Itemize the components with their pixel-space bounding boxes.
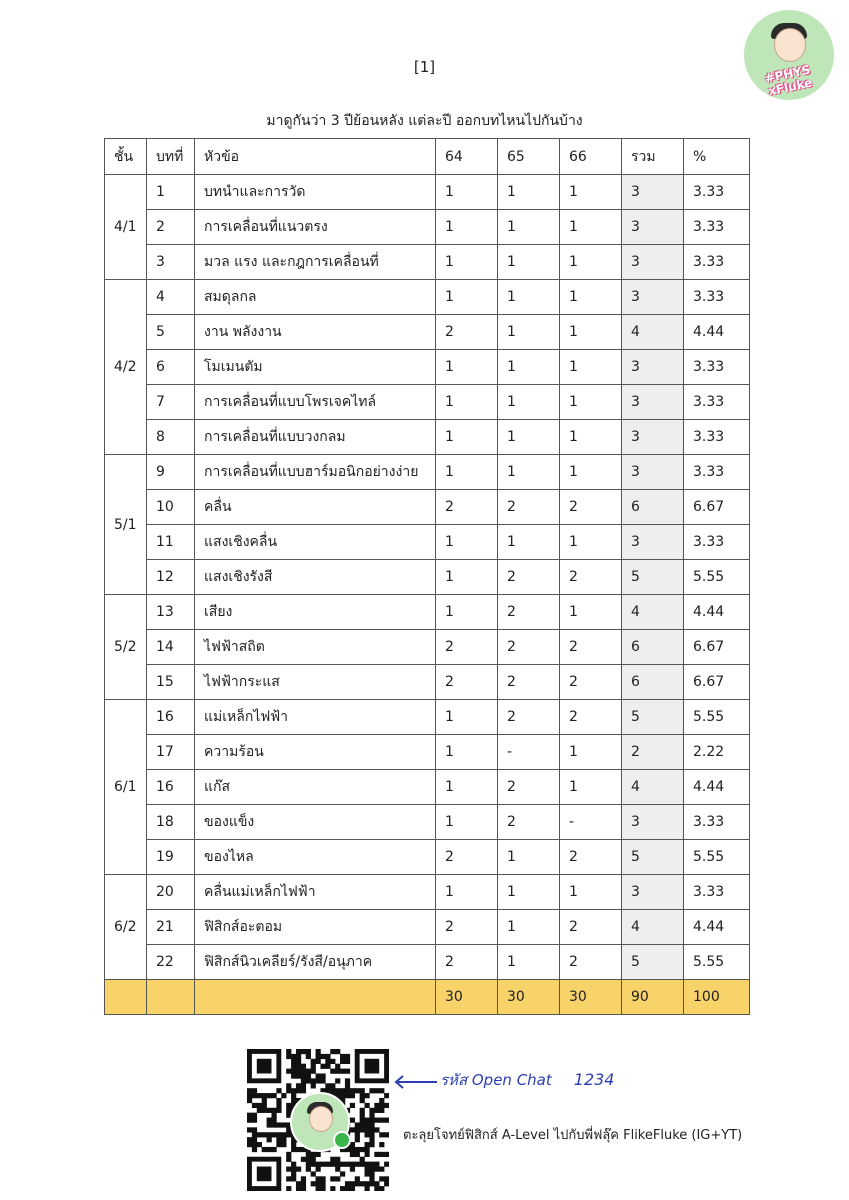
percent-cell: 3.33 [684, 805, 750, 840]
year-65-cell: 1 [498, 385, 560, 420]
year-66-cell: 1 [560, 315, 622, 350]
total-year-64-cell: 30 [436, 980, 498, 1015]
topic-cell: แสงเชิงรังสี [195, 560, 436, 595]
table-row [105, 630, 750, 665]
arrow-left-icon [393, 1073, 439, 1091]
percent-cell: 6.67 [684, 490, 750, 525]
total-sum-cell: 90 [622, 980, 684, 1015]
chapter-cell: 16 [147, 770, 195, 805]
year-66-cell: 1 [560, 280, 622, 315]
percent-cell: 6.67 [684, 665, 750, 700]
year-64-cell: 1 [436, 175, 498, 210]
table-row [105, 805, 750, 840]
chapter-cell: 4 [147, 280, 195, 315]
header-sum: รวม [622, 139, 684, 175]
table-body [105, 175, 750, 1015]
sum-cell: 3 [622, 350, 684, 385]
year-64-cell: 1 [436, 210, 498, 245]
year-66-cell: 2 [560, 840, 622, 875]
sum-cell: 6 [622, 665, 684, 700]
year-66-cell: 2 [560, 630, 622, 665]
sum-cell: 5 [622, 700, 684, 735]
sum-cell: 4 [622, 910, 684, 945]
sum-cell: 3 [622, 280, 684, 315]
year-64-cell: 1 [436, 805, 498, 840]
year-64-cell: 1 [436, 595, 498, 630]
year-66-cell: 1 [560, 210, 622, 245]
header-topic: หัวข้อ [195, 139, 436, 175]
chapter-cell: 16 [147, 700, 195, 735]
topic-cell: ฟิสิกส์นิวเคลียร์/รังสี/อนุภาค [195, 945, 436, 980]
topic-cell: ของไหล [195, 840, 436, 875]
year-66-cell: 2 [560, 560, 622, 595]
year-64-cell: 1 [436, 700, 498, 735]
percent-cell: 3.33 [684, 875, 750, 910]
header-percent: % [684, 139, 750, 175]
total-topic-cell [195, 980, 436, 1015]
table-row [105, 315, 750, 350]
year-65-cell: 1 [498, 455, 560, 490]
sum-cell: 4 [622, 770, 684, 805]
table-row [105, 595, 750, 630]
percent-cell: 3.33 [684, 350, 750, 385]
total-percent-cell: 100 [684, 980, 750, 1015]
year-66-cell: 1 [560, 525, 622, 560]
header-chapter: บทที่ [147, 139, 195, 175]
year-65-cell: 1 [498, 875, 560, 910]
year-65-cell: 2 [498, 805, 560, 840]
sum-cell: 3 [622, 245, 684, 280]
year-64-cell: 2 [436, 630, 498, 665]
table-row [105, 875, 750, 910]
table-row [105, 245, 750, 280]
chapter-cell: 18 [147, 805, 195, 840]
year-64-cell: 1 [436, 455, 498, 490]
topic-cell: คลื่น [195, 490, 436, 525]
year-64-cell: 1 [436, 280, 498, 315]
year-64-cell: 2 [436, 945, 498, 980]
table-row [105, 280, 750, 315]
header-year-64: 64 [436, 139, 498, 175]
chapter-cell: 6 [147, 350, 195, 385]
grade-cell: 5/2 [105, 595, 147, 700]
percent-cell: 5.55 [684, 700, 750, 735]
percent-cell: 4.44 [684, 595, 750, 630]
year-66-cell: 1 [560, 350, 622, 385]
year-66-cell: 2 [560, 945, 622, 980]
year-65-cell: 2 [498, 490, 560, 525]
percent-cell: 4.44 [684, 315, 750, 350]
chapter-cell: 8 [147, 420, 195, 455]
year-66-cell: - [560, 805, 622, 840]
year-64-cell: 1 [436, 420, 498, 455]
chapter-cell: 13 [147, 595, 195, 630]
header-year-65: 65 [498, 139, 560, 175]
table-row [105, 700, 750, 735]
table-row [105, 210, 750, 245]
chapter-cell: 19 [147, 840, 195, 875]
topic-cell: สมดุลกล [195, 280, 436, 315]
topic-cell: ไฟฟ้าสถิต [195, 630, 436, 665]
percent-cell: 3.33 [684, 175, 750, 210]
topic-cell: การเคลื่อนที่แนวตรง [195, 210, 436, 245]
chapter-cell: 14 [147, 630, 195, 665]
page-title: มาดูกันว่า 3 ปีย้อนหลัง แต่ละปี ออกบทไหนไปกันบ้าง [266, 113, 583, 129]
table-row [105, 665, 750, 700]
year-65-cell: 1 [498, 945, 560, 980]
percent-cell: 3.33 [684, 455, 750, 490]
year-65-cell: 2 [498, 595, 560, 630]
chapter-cell: 3 [147, 245, 195, 280]
year-65-cell: 2 [498, 630, 560, 665]
table-row [105, 455, 750, 490]
footer-text: ตะลุยโจทย์ฟิสิกส์ A-Level ไปกับพี่ฟลุ๊ค FlikeFluke (IG+YT) [403, 1128, 743, 1143]
year-65-cell: 1 [498, 840, 560, 875]
year-65-cell: 2 [498, 665, 560, 700]
table-row [105, 560, 750, 595]
year-64-cell: 1 [436, 770, 498, 805]
year-64-cell: 1 [436, 560, 498, 595]
phys-xfluke-logo [744, 10, 834, 100]
table-row [105, 910, 750, 945]
chapter-cell: 22 [147, 945, 195, 980]
table-row [105, 175, 750, 210]
topic-cell: แก๊ส [195, 770, 436, 805]
chapter-cell: 12 [147, 560, 195, 595]
year-66-cell: 2 [560, 910, 622, 945]
sum-cell: 5 [622, 560, 684, 595]
header-grade: ชั้น [105, 139, 147, 175]
year-66-cell: 1 [560, 175, 622, 210]
sum-cell: 2 [622, 735, 684, 770]
year-66-cell: 1 [560, 455, 622, 490]
grade-cell: 6/2 [105, 875, 147, 980]
year-64-cell: 1 [436, 350, 498, 385]
year-66-cell: 1 [560, 595, 622, 630]
table-row [105, 945, 750, 980]
sum-cell: 3 [622, 175, 684, 210]
percent-cell: 5.55 [684, 840, 750, 875]
table-row [105, 735, 750, 770]
year-64-cell: 2 [436, 840, 498, 875]
percent-cell: 4.44 [684, 770, 750, 805]
sum-cell: 5 [622, 945, 684, 980]
qr-code[interactable] [247, 1049, 389, 1191]
year-66-cell: 1 [560, 875, 622, 910]
percent-cell: 6.67 [684, 630, 750, 665]
table-row [105, 385, 750, 420]
header-year-66: 66 [560, 139, 622, 175]
chapter-cell: 2 [147, 210, 195, 245]
year-64-cell: 1 [436, 735, 498, 770]
year-64-cell: 2 [436, 910, 498, 945]
sum-cell: 6 [622, 630, 684, 665]
topic-cell: การเคลื่อนที่แบบฮาร์มอนิกอย่างง่าย [195, 455, 436, 490]
year-66-cell: 2 [560, 665, 622, 700]
table-row [105, 350, 750, 385]
sum-cell: 5 [622, 840, 684, 875]
topic-cell: คลื่นแม่เหล็กไฟฟ้า [195, 875, 436, 910]
topic-cell: เสียง [195, 595, 436, 630]
sum-cell: 4 [622, 315, 684, 350]
year-64-cell: 2 [436, 665, 498, 700]
topic-cell: ความร้อน [195, 735, 436, 770]
topic-cell: แสงเชิงคลื่น [195, 525, 436, 560]
year-65-cell: 1 [498, 350, 560, 385]
year-65-cell: 1 [498, 175, 560, 210]
percent-cell: 3.33 [684, 525, 750, 560]
chapter-cell: 15 [147, 665, 195, 700]
grade-cell: 5/1 [105, 455, 147, 595]
total-year-66-cell: 30 [560, 980, 622, 1015]
percent-cell: 4.44 [684, 910, 750, 945]
sum-cell: 3 [622, 875, 684, 910]
percent-cell: 5.55 [684, 945, 750, 980]
topic-cell: โมเมนตัม [195, 350, 436, 385]
year-65-cell: 2 [498, 700, 560, 735]
year-66-cell: 2 [560, 490, 622, 525]
percent-cell: 3.33 [684, 210, 750, 245]
sum-cell: 4 [622, 595, 684, 630]
year-66-cell: 1 [560, 245, 622, 280]
year-65-cell: 1 [498, 525, 560, 560]
table-header-row [105, 139, 750, 175]
topic-cell: งาน พลังงาน [195, 315, 436, 350]
percent-cell: 3.33 [684, 280, 750, 315]
chapter-cell: 7 [147, 385, 195, 420]
chapter-cell: 9 [147, 455, 195, 490]
open-chat-note [440, 1068, 614, 1092]
topic-cell: การเคลื่อนที่แบบวงกลม [195, 420, 436, 455]
topic-cell: บทนำและการวัด [195, 175, 436, 210]
year-65-cell: 1 [498, 210, 560, 245]
table-row [105, 490, 750, 525]
topic-cell: ของแข็ง [195, 805, 436, 840]
sum-cell: 3 [622, 385, 684, 420]
year-65-cell: 1 [498, 420, 560, 455]
topic-cell: มวล แรง และกฎการเคลื่อนที่ [195, 245, 436, 280]
table-row [105, 525, 750, 560]
year-65-cell: - [498, 735, 560, 770]
chapter-cell: 10 [147, 490, 195, 525]
year-66-cell: 1 [560, 420, 622, 455]
percent-cell: 3.33 [684, 420, 750, 455]
year-65-cell: 2 [498, 560, 560, 595]
year-64-cell: 1 [436, 525, 498, 560]
topic-cell: การเคลื่อนที่แบบโพรเจคไทล์ [195, 385, 436, 420]
year-66-cell: 1 [560, 770, 622, 805]
chapter-cell: 21 [147, 910, 195, 945]
table-row [105, 770, 750, 805]
percent-cell: 5.55 [684, 560, 750, 595]
chapter-cell: 11 [147, 525, 195, 560]
grade-cell: 4/2 [105, 280, 147, 455]
total-chapter-cell [147, 980, 195, 1015]
percent-cell: 3.33 [684, 385, 750, 420]
total-year-65-cell: 30 [498, 980, 560, 1015]
table-row [105, 420, 750, 455]
line-app-icon [333, 1131, 351, 1149]
percent-cell: 3.33 [684, 245, 750, 280]
year-66-cell: 1 [560, 385, 622, 420]
topic-cell: ไฟฟ้ากระแส [195, 665, 436, 700]
open-chat-label: รหัส Open Chat [440, 1071, 552, 1089]
year-64-cell: 2 [436, 490, 498, 525]
year-64-cell: 1 [436, 385, 498, 420]
open-chat-code: 1234 [573, 1070, 615, 1089]
year-64-cell: 2 [436, 315, 498, 350]
logo-text: #PHYS xFluke [763, 62, 814, 99]
year-65-cell: 1 [498, 245, 560, 280]
total-row [105, 980, 750, 1015]
year-65-cell: 1 [498, 315, 560, 350]
sum-cell: 3 [622, 805, 684, 840]
chapter-cell: 5 [147, 315, 195, 350]
table-row [105, 840, 750, 875]
topic-cell: แม่เหล็กไฟฟ้า [195, 700, 436, 735]
year-66-cell: 2 [560, 700, 622, 735]
sum-cell: 6 [622, 490, 684, 525]
year-65-cell: 2 [498, 770, 560, 805]
year-64-cell: 1 [436, 245, 498, 280]
chapter-cell: 20 [147, 875, 195, 910]
page-number: [1] [413, 58, 436, 76]
sum-cell: 3 [622, 455, 684, 490]
sum-cell: 3 [622, 210, 684, 245]
chapter-cell: 1 [147, 175, 195, 210]
year-65-cell: 1 [498, 910, 560, 945]
year-66-cell: 1 [560, 735, 622, 770]
year-65-cell: 1 [498, 280, 560, 315]
grade-cell: 4/1 [105, 175, 147, 280]
sum-cell: 3 [622, 525, 684, 560]
grade-cell: 6/1 [105, 700, 147, 875]
total-grade-cell [105, 980, 147, 1015]
chapter-cell: 17 [147, 735, 195, 770]
topic-cell: ฟิสิกส์อะตอม [195, 910, 436, 945]
topic-frequency-table [104, 138, 750, 1015]
sum-cell: 3 [622, 420, 684, 455]
year-64-cell: 1 [436, 875, 498, 910]
percent-cell: 2.22 [684, 735, 750, 770]
